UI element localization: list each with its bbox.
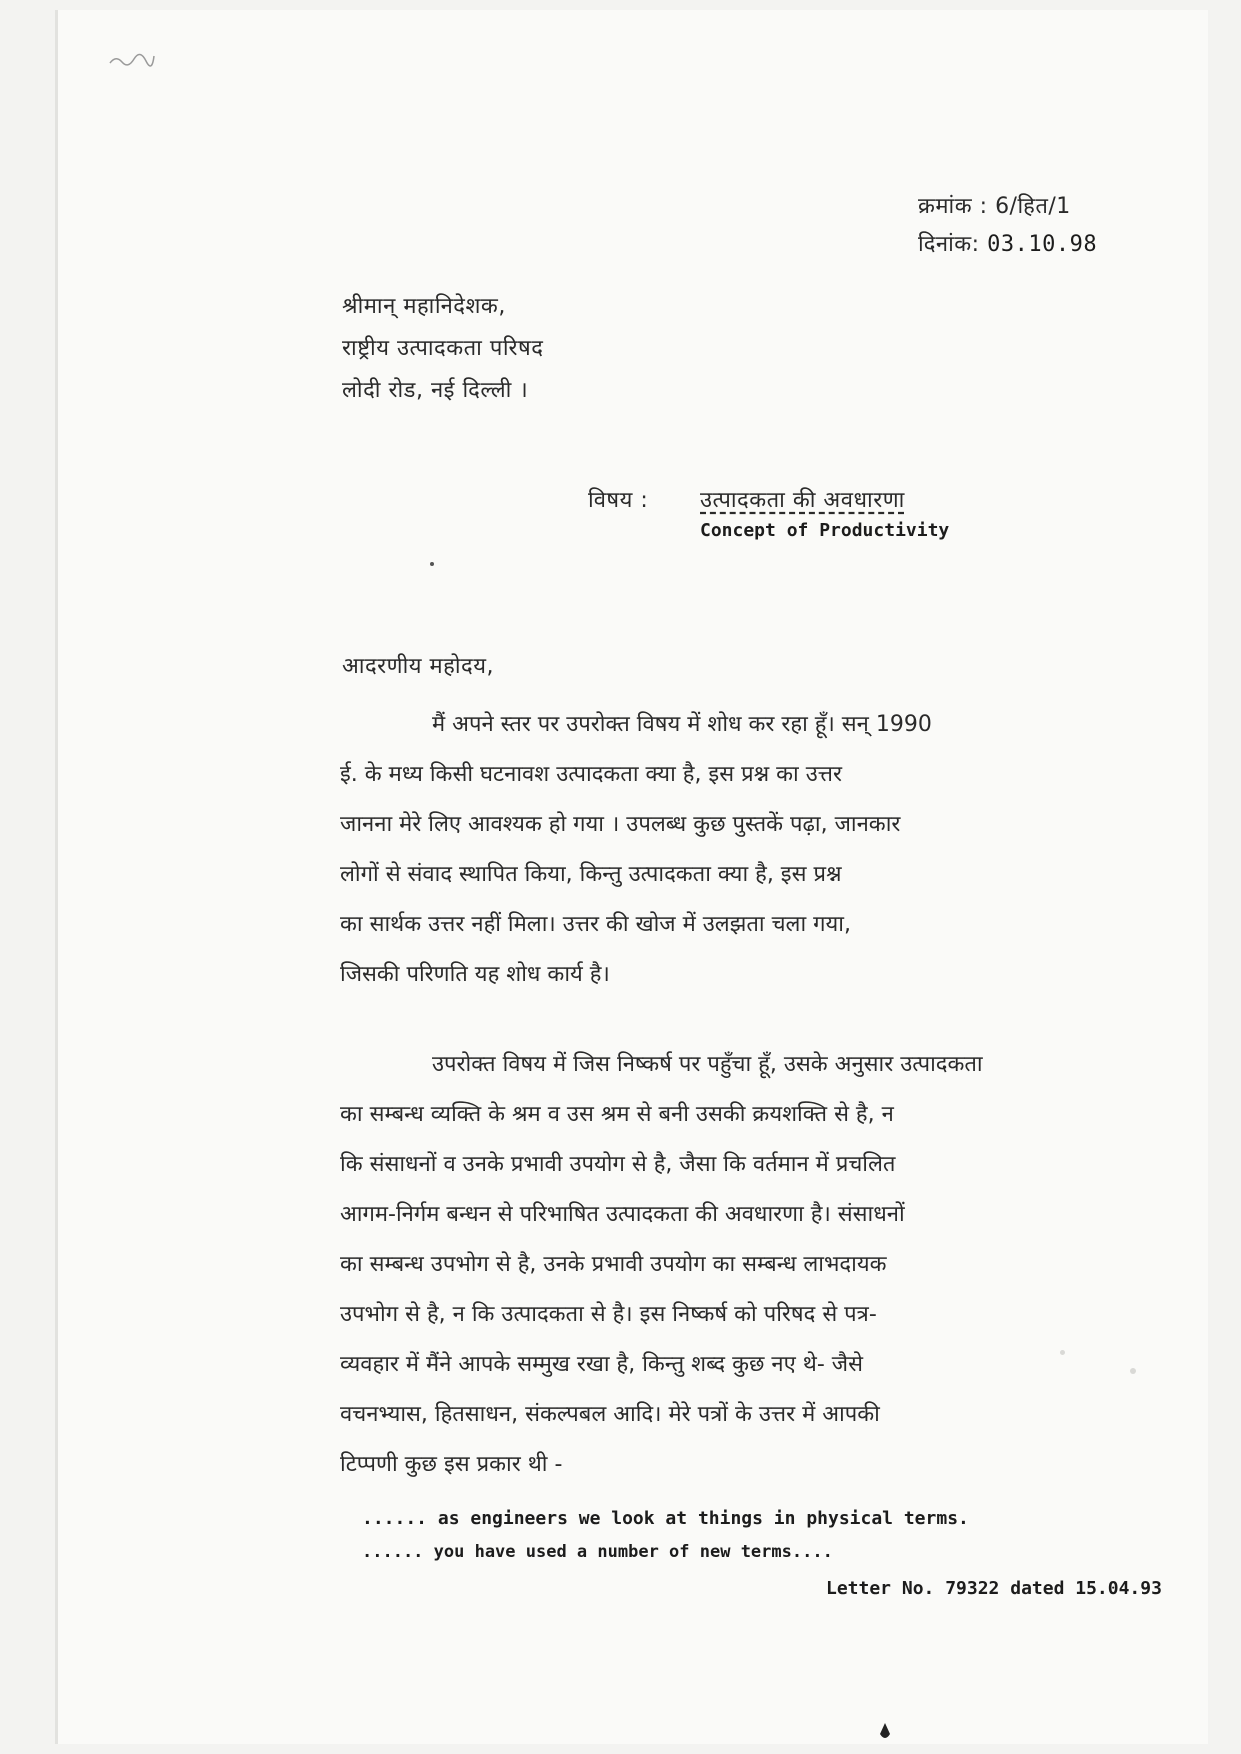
paragraph-2-line: टिप्पणी कुछ इस प्रकार थी - xyxy=(340,1452,563,1477)
subject-label: विषय : xyxy=(588,488,649,513)
paragraph-2 xyxy=(340,1040,1220,1490)
smudge xyxy=(1060,1350,1065,1355)
quote-line-2: ...... you have used a number of new terms.... xyxy=(362,1542,833,1562)
paragraph-2-line: का सम्बन्ध व्यक्ति के श्रम व उस श्रम से बनी उसकी क्रयशक्ति से है, न xyxy=(340,1102,894,1127)
paragraph-1-line: जानना मेरे लिए आवश्यक हो गया । उपलब्ध कुछ पुस्तकें पढ़ा, जानकार xyxy=(340,812,901,837)
paragraph-2-line: का सम्बन्ध उपभोग से है, उनके प्रभावी उपयोग का सम्बन्ध लाभदायक xyxy=(340,1252,887,1277)
paragraph-1-line: लोगों से संवाद स्थापित किया, किन्तु उत्पादकता क्या है, इस प्रश्न xyxy=(340,862,842,887)
recipient-line-1: श्रीमान् महानिदेशक, xyxy=(342,294,506,319)
paragraph-2-line: कि संसाधनों व उनके प्रभावी उपयोग से है, जैसा कि वर्तमान में प्रचलित xyxy=(340,1152,896,1177)
paragraph-2-line: आगम-निर्गम बन्धन से परिभाषित उत्पादकता की अवधारणा है। संसाधनों xyxy=(340,1202,905,1227)
reference-number-row xyxy=(918,190,1071,220)
reference-number-value: 6/हित/1 xyxy=(995,194,1071,219)
paragraph-2-line: उपरोक्त विषय में जिस निष्कर्ष पर पहुँचा हूँ, उसके अनुसार उत्पादकता xyxy=(432,1052,983,1077)
corner-scribble xyxy=(108,52,156,66)
subject-english: Concept of Productivity xyxy=(700,520,950,541)
recipient-line-2: राष्ट्रीय उत्पादकता परिषद xyxy=(342,336,544,361)
subject-hindi: उत्पादकता की अवधारणा xyxy=(700,488,905,513)
paragraph-2-line: व्यवहार में मैंने आपके सम्मुख रखा है, किन्तु शब्द कुछ नए थे- जैसे xyxy=(340,1352,863,1377)
ink-mark xyxy=(878,1722,892,1746)
ink-drop-icon xyxy=(878,1722,892,1742)
letter-reference: Letter No. 79322 dated 15.04.93 xyxy=(826,1578,1162,1599)
scribble-mark xyxy=(108,53,156,67)
reference-date-label: दिनांक: xyxy=(918,232,980,257)
recipient-line-3: लोदी रोड, नई दिल्ली । xyxy=(342,378,529,403)
paragraph-1-line: ई. के मध्य किसी घटनावश उत्पादकता क्या है, इस प्रश्न का उत्तर xyxy=(340,762,843,787)
paragraph-2-line: वचनभ्यास, हितसाधन, संकल्पबल आदि। मेरे पत्रों के उत्तर में आपकी xyxy=(340,1402,880,1427)
salutation: आदरणीय महोदय, xyxy=(342,654,494,679)
smudge xyxy=(1130,1368,1136,1374)
reference-date-value: 03.10.98 xyxy=(987,232,1098,257)
paragraph-1-line: मैं अपने स्तर पर उपरोक्त विषय में शोध कर रहा हूँ। सन् 1990 xyxy=(432,712,932,737)
reference-number-label: क्रमांक : xyxy=(918,194,988,219)
paragraph-1-line: जिसकी परिणति यह शोध कार्य है। xyxy=(340,962,610,987)
paragraph-1 xyxy=(340,700,1220,1000)
stray-dot xyxy=(430,562,434,566)
quote-line-1: ...... as engineers we look at things in physical terms. xyxy=(362,1508,969,1529)
paragraph-2-line: उपभोग से है, न कि उत्पादकता से है। इस निष्कर्ष को परिषद से पत्र- xyxy=(340,1302,877,1327)
paragraph-1-line: का सार्थक उत्तर नहीं मिला। उत्तर की खोज में उलझता चला गया, xyxy=(340,912,851,937)
reference-date-row xyxy=(918,228,1097,258)
